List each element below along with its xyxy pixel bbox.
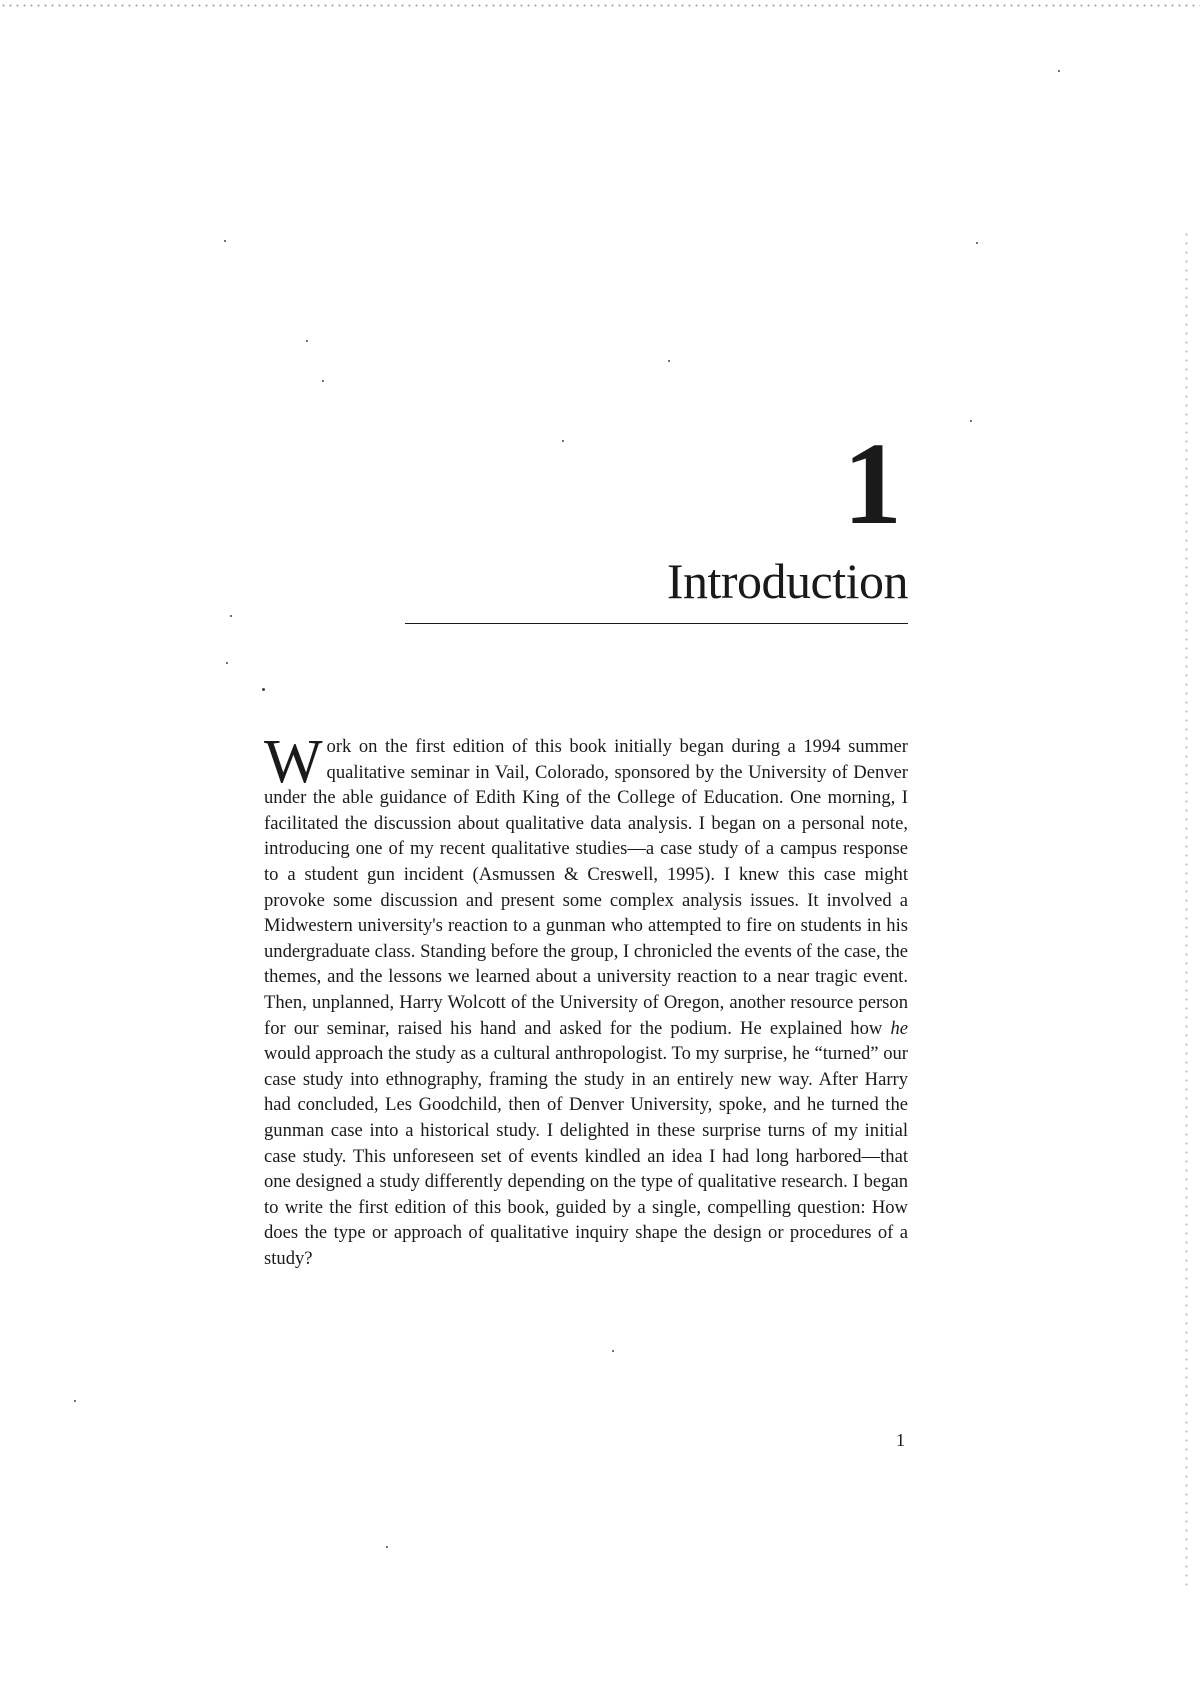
emphasized-word: he: [890, 1017, 908, 1039]
scan-speck: [612, 1350, 614, 1352]
scan-speck: [668, 360, 670, 362]
scan-speck: [226, 662, 228, 664]
chapter-number: 1: [843, 418, 902, 549]
drop-cap: W: [264, 728, 323, 796]
scan-speck: [74, 1400, 76, 1402]
scan-speck: [322, 380, 324, 382]
page-number: 1: [896, 1430, 905, 1450]
scan-artifact-top: [0, 4, 1200, 7]
paragraph-text-start: ork on the first edition of this book initially began during a 1994 summer qualitative seminar in Vail, Colorado, sponsored by the University of Denver under the able guidance of Edith King of the College of Education. One morning, I facilitated the discussion about qualitative data analysis. I began on a personal note, introducing one of my recent qualitative studies—a case study of a campus response to a student gun incident (Asmussen & Creswell, 1995). I knew this case might provoke some discussion and present some complex analysis issues. It involved a Midwestern university's reaction to a gunman who attempted to fire on students in his undergraduate class. Standing before the group, I chronicled the events of the case, the themes, and the lessons we learned about a university reaction to a near tragic event. Then, unplanned, Harry Wolcott of the University of Oregon, another resource person for our seminar, raised his hand and asked for the podium. He explained how: [264, 736, 909, 1039]
scan-speck: [976, 242, 978, 244]
scan-speck: [224, 240, 226, 242]
scan-speck: [1058, 70, 1060, 72]
scan-artifact-right: [1185, 230, 1188, 1590]
paragraph-text-end: would approach the study as a cultural anthropologist. To my surprise, he “turned” our case study into ethnography, framing the study in an entirely new way. After Harry had concluded, Les Goodchild, then of Denver University, spoke, and he turned the gunman case into a historical study. I delighted in these surprise turns of my initial case study. This unforeseen set of events kindled an idea I had long harbored—that one designed a study differently depending on the type of qualitative research. I began to write the first edition of this book, guided by a single, compelling question: How does the type or approach of qualitative inquiry shape the design or procedures of a study?: [264, 1043, 908, 1269]
scan-speck: [262, 688, 265, 691]
scan-speck: [230, 615, 232, 617]
scan-speck: [306, 340, 308, 342]
scan-speck: [562, 440, 564, 442]
scan-speck: [386, 1546, 388, 1548]
scan-speck: [970, 420, 972, 422]
body-paragraph: [264, 728, 909, 1271]
title-rule: [405, 623, 908, 624]
chapter-title: Introduction: [666, 553, 908, 609]
